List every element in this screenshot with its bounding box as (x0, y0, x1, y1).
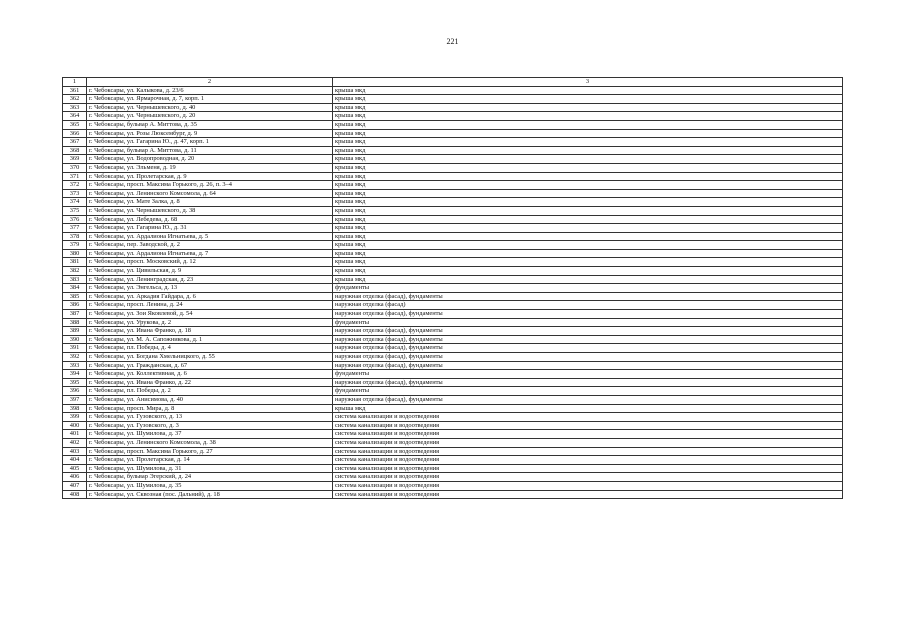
row-work-type: крыша мкд (333, 172, 843, 181)
row-address: г. Чебоксары, просп. Ленина, д. 24 (87, 301, 333, 310)
row-number: 372 (63, 181, 87, 190)
row-number: 370 (63, 163, 87, 172)
row-address: г. Чебоксары, ул. Коллективная, д. 6 (87, 370, 333, 379)
row-work-type: фундаменты (333, 284, 843, 293)
row-address: г. Чебоксары, ул. М. А. Сапожникова, д. 1 (87, 335, 333, 344)
row-work-type: крыша мкд (333, 120, 843, 129)
table-row (63, 473, 843, 482)
row-number: 406 (63, 473, 87, 482)
row-address: г. Чебоксары, пл. Победы, д. 2 (87, 387, 333, 396)
column-header-address: 2 (87, 78, 333, 87)
row-work-type: крыша мкд (333, 249, 843, 258)
row-number: 405 (63, 464, 87, 473)
page-number: 221 (446, 37, 459, 46)
row-number: 384 (63, 284, 87, 293)
row-number: 371 (63, 172, 87, 181)
row-work-type: крыша мкд (333, 129, 843, 138)
row-number: 387 (63, 310, 87, 319)
row-number: 392 (63, 353, 87, 362)
row-address: г. Чебоксары, ул. Ардалиона Игнатьева, д. 7 (87, 249, 333, 258)
row-address: г. Чебоксары, ул. Пролетарская, д. 14 (87, 456, 333, 465)
row-number: 366 (63, 129, 87, 138)
table-row (63, 146, 843, 155)
row-number: 363 (63, 103, 87, 112)
row-number: 365 (63, 120, 87, 129)
table-row (63, 224, 843, 233)
table-row (63, 86, 843, 95)
row-number: 390 (63, 335, 87, 344)
row-address: г. Чебоксары, просп. Максима Горького, д. 26, п. 3–4 (87, 181, 333, 190)
row-work-type: наружная отделка (фасад), фундаменты (333, 292, 843, 301)
row-number: 373 (63, 189, 87, 198)
row-number: 383 (63, 275, 87, 284)
row-work-type: наружная отделка (фасад), фундаменты (333, 327, 843, 336)
row-work-type: система канализации и водоотведения (333, 447, 843, 456)
row-work-type: система канализации и водоотведения (333, 481, 843, 490)
row-number: 403 (63, 447, 87, 456)
table-row (63, 275, 843, 284)
table-row (63, 490, 843, 499)
row-address: г. Чебоксары, ул. Урукова, д. 2 (87, 318, 333, 327)
table-row (63, 103, 843, 112)
row-work-type: крыша мкд (333, 241, 843, 250)
row-number: 391 (63, 344, 87, 353)
row-number: 382 (63, 267, 87, 276)
row-number: 374 (63, 198, 87, 207)
row-work-type: крыша мкд (333, 224, 843, 233)
row-address: г. Чебоксары, ул. Эльменя, д. 19 (87, 163, 333, 172)
row-number: 377 (63, 224, 87, 233)
row-number: 401 (63, 430, 87, 439)
row-work-type: наружная отделка (фасад), фундаменты (333, 335, 843, 344)
row-work-type: система канализации и водоотведения (333, 430, 843, 439)
row-address: г. Чебоксары, ул. Шумилова, д. 31 (87, 464, 333, 473)
row-number: 378 (63, 232, 87, 241)
row-address: г. Чебоксары, ул. Ленинградская, д. 23 (87, 275, 333, 284)
row-number: 389 (63, 327, 87, 336)
row-number: 398 (63, 404, 87, 413)
row-address: г. Чебоксары, ул. Чернышевского, д. 40 (87, 103, 333, 112)
row-number: 395 (63, 378, 87, 387)
table-row (63, 301, 843, 310)
row-work-type: крыша мкд (333, 275, 843, 284)
row-number: 393 (63, 361, 87, 370)
row-number: 379 (63, 241, 87, 250)
table-row (63, 378, 843, 387)
row-work-type: система канализации и водоотведения (333, 473, 843, 482)
row-address: г. Чебоксары, бульвар А. Миттова, д. 11 (87, 146, 333, 155)
table-row (63, 163, 843, 172)
row-work-type: крыша мкд (333, 146, 843, 155)
table-row (63, 430, 843, 439)
row-number: 386 (63, 301, 87, 310)
row-work-type: наружная отделка (фасад), фундаменты (333, 310, 843, 319)
row-number: 362 (63, 95, 87, 104)
table-body (63, 86, 843, 499)
row-work-type: наружная отделка (фасад), фундаменты (333, 344, 843, 353)
row-address: г. Чебоксары, ул. Калыкова, д. 23/6 (87, 86, 333, 95)
row-address: г. Чебоксары, бульвар А. Миттова, д. 35 (87, 120, 333, 129)
row-number: 388 (63, 318, 87, 327)
row-work-type: система канализации и водоотведения (333, 438, 843, 447)
row-number: 408 (63, 490, 87, 499)
row-address: г. Чебоксары, ул. Ленинского Комсомола, д. 64 (87, 189, 333, 198)
row-address: г. Чебоксары, просп. Московский, д. 12 (87, 258, 333, 267)
row-work-type: наружная отделка (фасад), фундаменты (333, 378, 843, 387)
row-address: г. Чебоксары, ул. Пролетарская, д. 9 (87, 172, 333, 181)
table-row (63, 206, 843, 215)
row-address: г. Чебоксары, просп. Мира, д. 8 (87, 404, 333, 413)
row-work-type: крыша мкд (333, 232, 843, 241)
row-address: г. Чебоксары, ул. Мате Залка, д. 8 (87, 198, 333, 207)
table-row (63, 310, 843, 319)
row-work-type: фундаменты (333, 387, 843, 396)
row-work-type: система канализации и водоотведения (333, 413, 843, 422)
table-row (63, 404, 843, 413)
row-address: г. Чебоксары, ул. Шумилова, д. 37 (87, 430, 333, 439)
row-work-type: система канализации и водоотведения (333, 464, 843, 473)
row-number: 369 (63, 155, 87, 164)
table-row (63, 464, 843, 473)
row-address: г. Чебоксары, ул. Зои Яковлевой, д. 54 (87, 310, 333, 319)
table-row (63, 456, 843, 465)
row-work-type: крыша мкд (333, 215, 843, 224)
row-number: 375 (63, 206, 87, 215)
row-work-type: крыша мкд (333, 138, 843, 147)
table-row (63, 95, 843, 104)
row-address: г. Чебоксары, ул. Сквозная (пос. Дальний), д. 18 (87, 490, 333, 499)
table-row (63, 284, 843, 293)
table-row (63, 172, 843, 181)
table-row (63, 318, 843, 327)
row-work-type: крыша мкд (333, 181, 843, 190)
row-address: г. Чебоксары, ул. Гузовского, д. 13 (87, 413, 333, 422)
table-row (63, 120, 843, 129)
table-row (63, 232, 843, 241)
row-address: г. Чебоксары, ул. Ивана Франко, д. 18 (87, 327, 333, 336)
table-row (63, 447, 843, 456)
row-number: 400 (63, 421, 87, 430)
row-number: 385 (63, 292, 87, 301)
row-address: г. Чебоксары, ул. Чернышевского, д. 38 (87, 206, 333, 215)
table-row (63, 421, 843, 430)
table-row (63, 181, 843, 190)
row-work-type: крыша мкд (333, 198, 843, 207)
registry-table (62, 77, 843, 499)
row-work-type: наружная отделка (фасад), фундаменты (333, 353, 843, 362)
table-row (63, 258, 843, 267)
table-row (63, 215, 843, 224)
column-header-number: 1 (63, 78, 87, 87)
row-work-type: крыша мкд (333, 163, 843, 172)
row-address: г. Чебоксары, ул. Анисимова, д. 40 (87, 395, 333, 404)
table-row (63, 129, 843, 138)
row-address: г. Чебоксары, пер. Заводской, д. 2 (87, 241, 333, 250)
table-row (63, 138, 843, 147)
row-work-type: крыша мкд (333, 189, 843, 198)
table-row (63, 198, 843, 207)
row-address: г. Чебоксары, ул. Ардалиона Игнатьева, д. 5 (87, 232, 333, 241)
table-row (63, 112, 843, 121)
row-address: г. Чебоксары, ул. Аркадия Гайдара, д. 6 (87, 292, 333, 301)
row-address: г. Чебоксары, ул. Ленинского Комсомола, д. 38 (87, 438, 333, 447)
row-work-type: система канализации и водоотведения (333, 421, 843, 430)
row-number: 376 (63, 215, 87, 224)
table-row (63, 189, 843, 198)
row-number: 394 (63, 370, 87, 379)
row-address: г. Чебоксары, ул. Розы Люксембург, д. 9 (87, 129, 333, 138)
table-row (63, 370, 843, 379)
row-address: г. Чебоксары, ул. Чернышевского, д. 20 (87, 112, 333, 121)
row-work-type: крыша мкд (333, 206, 843, 215)
table-row (63, 344, 843, 353)
row-work-type: крыша мкд (333, 103, 843, 112)
row-address: г. Чебоксары, ул. Гражданская, д. 67 (87, 361, 333, 370)
row-work-type: наружная отделка (фасад), фундаменты (333, 395, 843, 404)
row-address: г. Чебоксары, ул. Богдана Хмельницкого, д. 55 (87, 353, 333, 362)
row-address: г. Чебоксары, ул. Водопроводная, д. 20 (87, 155, 333, 164)
table-row (63, 155, 843, 164)
table-row (63, 395, 843, 404)
row-work-type: наружная отделка (фасад) (333, 301, 843, 310)
row-address: г. Чебоксары, ул. Гагарина Ю., д. 47, корп. 1 (87, 138, 333, 147)
row-number: 399 (63, 413, 87, 422)
row-address: г. Чебоксары, просп. Максима Горького, д. 27 (87, 447, 333, 456)
row-work-type: фундаменты (333, 370, 843, 379)
row-address: г. Чебоксары, ул. Ярмарочная, д. 7, корп. 1 (87, 95, 333, 104)
row-number: 368 (63, 146, 87, 155)
row-work-type: система канализации и водоотведения (333, 456, 843, 465)
table-row (63, 267, 843, 276)
row-address: г. Чебоксары, ул. Энгельса, д. 13 (87, 284, 333, 293)
row-work-type: крыша мкд (333, 112, 843, 121)
table-row (63, 361, 843, 370)
row-number: 364 (63, 112, 87, 121)
row-address: г. Чебоксары, ул. Шумилова, д. 35 (87, 481, 333, 490)
table-row (63, 387, 843, 396)
row-number: 397 (63, 395, 87, 404)
row-number: 402 (63, 438, 87, 447)
table-row (63, 249, 843, 258)
row-number: 367 (63, 138, 87, 147)
row-work-type: крыша мкд (333, 404, 843, 413)
table-row (63, 353, 843, 362)
row-work-type: крыша мкд (333, 258, 843, 267)
table-row (63, 292, 843, 301)
row-number: 381 (63, 258, 87, 267)
row-address: г. Чебоксары, ул. Лебедева, д. 68 (87, 215, 333, 224)
row-work-type: крыша мкд (333, 155, 843, 164)
row-work-type: наружная отделка (фасад), фундаменты (333, 361, 843, 370)
row-work-type: крыша мкд (333, 86, 843, 95)
row-work-type: крыша мкд (333, 267, 843, 276)
row-work-type: система канализации и водоотведения (333, 490, 843, 499)
row-address: г. Чебоксары, ул. Ивана Франко, д. 22 (87, 378, 333, 387)
row-number: 404 (63, 456, 87, 465)
column-header-work-type: 3 (333, 78, 843, 87)
table-row (63, 413, 843, 422)
table-row (63, 481, 843, 490)
row-work-type: крыша мкд (333, 95, 843, 104)
row-address: г. Чебоксары, ул. Гагарина Ю., д. 31 (87, 224, 333, 233)
row-work-type: фундаменты (333, 318, 843, 327)
table-row (63, 438, 843, 447)
row-address: г. Чебоксары, ул. Цивильская, д. 9 (87, 267, 333, 276)
row-address: г. Чебоксары, ул. Гузовского, д. 3 (87, 421, 333, 430)
row-number: 396 (63, 387, 87, 396)
row-number: 380 (63, 249, 87, 258)
table-header-row (63, 78, 843, 87)
row-number: 361 (63, 86, 87, 95)
table-row (63, 327, 843, 336)
row-address: г. Чебоксары, пл. Победы, д. 4 (87, 344, 333, 353)
table-row (63, 335, 843, 344)
table-row (63, 241, 843, 250)
row-address: г. Чебоксары, бульвар Эгерский, д. 24 (87, 473, 333, 482)
row-number: 407 (63, 481, 87, 490)
